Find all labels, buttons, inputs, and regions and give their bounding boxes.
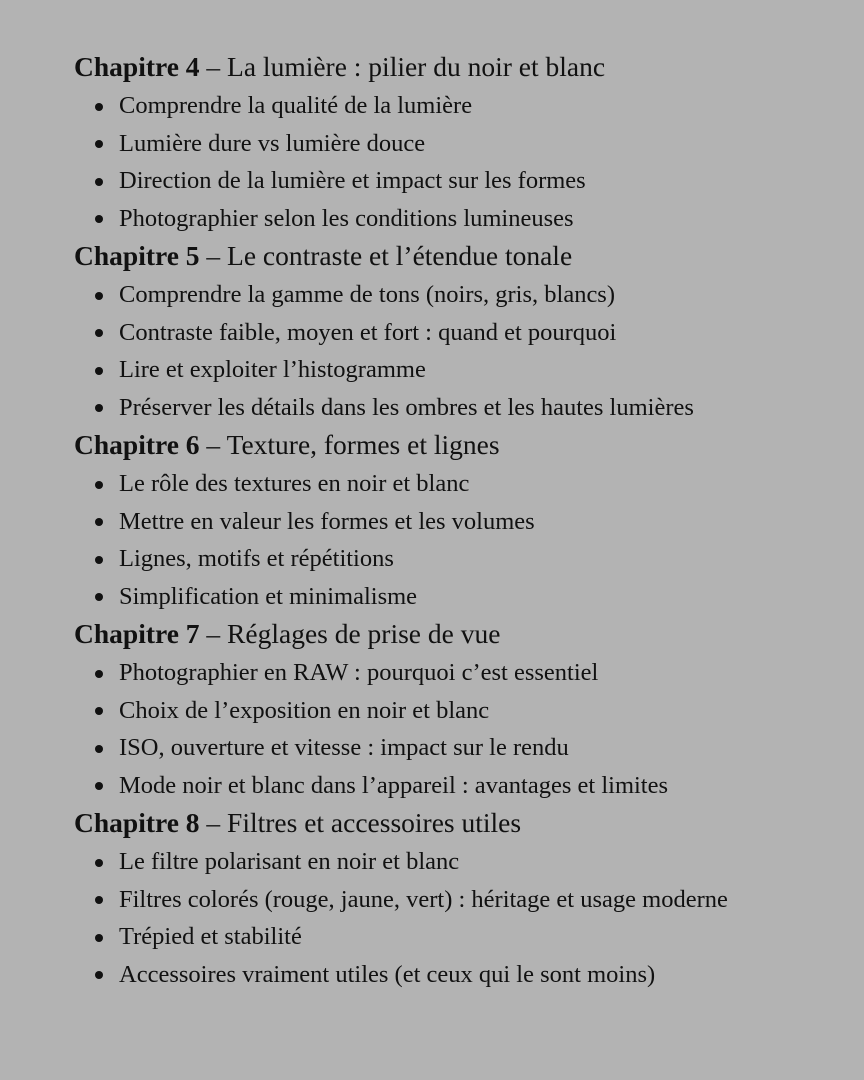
list-item [74, 125, 864, 163]
list-item [74, 200, 864, 238]
chapter-number: Chapitre 7 [74, 618, 200, 649]
list-item [74, 465, 864, 503]
chapter-8-section [74, 804, 864, 993]
list-item [74, 276, 864, 314]
list-item-text: Mettre en valeur les formes et les volumes [119, 507, 535, 535]
chapter-heading [74, 48, 864, 86]
list-item-text: Lignes, motifs et répétitions [119, 545, 394, 572]
chapter-heading [74, 804, 864, 842]
chapter-topic-list [74, 654, 864, 804]
chapter-6-section [74, 426, 864, 615]
chapter-number: Chapitre 4 [74, 51, 200, 82]
bullet-icon [95, 971, 103, 979]
list-item-text: Comprendre la qualité de la lumière [119, 92, 473, 119]
chapter-title: Le contraste et l’étendue tonale [227, 240, 573, 271]
list-item [74, 843, 864, 881]
chapter-separator: – [199, 618, 228, 649]
chapter-4-section [74, 48, 864, 237]
bullet-icon [95, 178, 103, 186]
bullet-icon [95, 859, 103, 867]
list-item [74, 692, 864, 730]
bullet-icon [95, 556, 103, 564]
chapter-separator: – [199, 429, 227, 460]
chapter-title: Réglages de prise de vue [227, 618, 501, 649]
bullet-icon [95, 292, 103, 300]
list-item [74, 389, 864, 427]
list-item-text: Lire et exploiter l’histogramme [119, 356, 426, 383]
chapter-5-section [74, 237, 864, 426]
chapter-heading [74, 615, 864, 653]
list-item-text: ISO, ouverture et vitesse : impact sur le rendu [119, 734, 569, 761]
bullet-icon [95, 593, 103, 601]
list-item-text: Simplification et minimalisme [119, 582, 418, 610]
bullet-icon [95, 481, 103, 489]
list-item-text: Direction de la lumière et impact sur les formes [119, 167, 586, 194]
bullet-icon [95, 670, 103, 678]
list-item [74, 881, 864, 919]
list-item [74, 540, 864, 578]
chapter-title: Texture, formes et lignes [226, 429, 500, 460]
chapter-topic-list [74, 276, 864, 426]
chapter-heading [74, 237, 864, 275]
bullet-icon [95, 934, 103, 942]
list-item-text: Photographier en RAW : pourquoi c’est essentiel [119, 659, 599, 686]
bullet-icon [95, 140, 103, 148]
chapter-heading [74, 426, 864, 464]
list-item [74, 87, 864, 125]
list-item [74, 654, 864, 692]
bullet-icon [95, 103, 103, 111]
list-item-text: Filtres colorés (rouge, jaune, vert) : héritage et usage moderne [119, 885, 728, 913]
chapter-separator: – [199, 807, 228, 838]
bullet-icon [95, 367, 103, 375]
list-item-text: Accessoires vraiment utiles (et ceux qui le sont moins) [119, 960, 656, 988]
list-item-text: Le filtre polarisant en noir et blanc [119, 848, 460, 875]
list-item [74, 162, 864, 200]
bullet-icon [95, 215, 103, 223]
chapter-separator: – [199, 240, 228, 271]
list-item-text: Préserver les détails dans les ombres et les hautes lumières [119, 393, 694, 421]
chapter-number: Chapitre 5 [74, 240, 200, 271]
list-item [74, 729, 864, 767]
bullet-icon [95, 782, 103, 790]
bullet-icon [95, 329, 103, 337]
bullet-icon [95, 518, 103, 526]
list-item [74, 578, 864, 616]
chapter-7-section [74, 615, 864, 804]
list-item [74, 918, 864, 956]
list-item [74, 503, 864, 541]
chapter-topic-list [74, 87, 864, 237]
list-item-text: Photographier selon les conditions lumineuses [119, 204, 574, 232]
list-item-text: Mode noir et blanc dans l’appareil : avantages et limites [119, 771, 669, 799]
list-item-text: Le rôle des textures en noir et blanc [119, 470, 470, 497]
bullet-icon [95, 707, 103, 715]
list-item-text: Trépied et stabilité [119, 923, 302, 950]
bullet-icon [95, 404, 103, 412]
list-item-text: Choix de l’exposition en noir et blanc [119, 696, 490, 724]
bullet-icon [95, 745, 103, 753]
bullet-icon [95, 896, 103, 904]
list-item [74, 351, 864, 389]
chapter-title: La lumière : pilier du noir et blanc [227, 51, 606, 82]
chapter-separator: – [199, 51, 228, 82]
list-item [74, 767, 864, 805]
chapter-number: Chapitre 8 [74, 807, 200, 838]
chapter-topic-list [74, 465, 864, 615]
list-item-text: Contraste faible, moyen et fort : quand et pourquoi [119, 318, 617, 346]
list-item-text: Comprendre la gamme de tons (noirs, gris, blancs) [119, 281, 616, 308]
list-item [74, 956, 864, 994]
chapter-topic-list [74, 843, 864, 993]
chapter-number: Chapitre 6 [74, 429, 200, 460]
list-item-text: Lumière dure vs lumière douce [119, 129, 426, 157]
chapter-title: Filtres et accessoires utiles [227, 807, 522, 838]
list-item [74, 314, 864, 352]
